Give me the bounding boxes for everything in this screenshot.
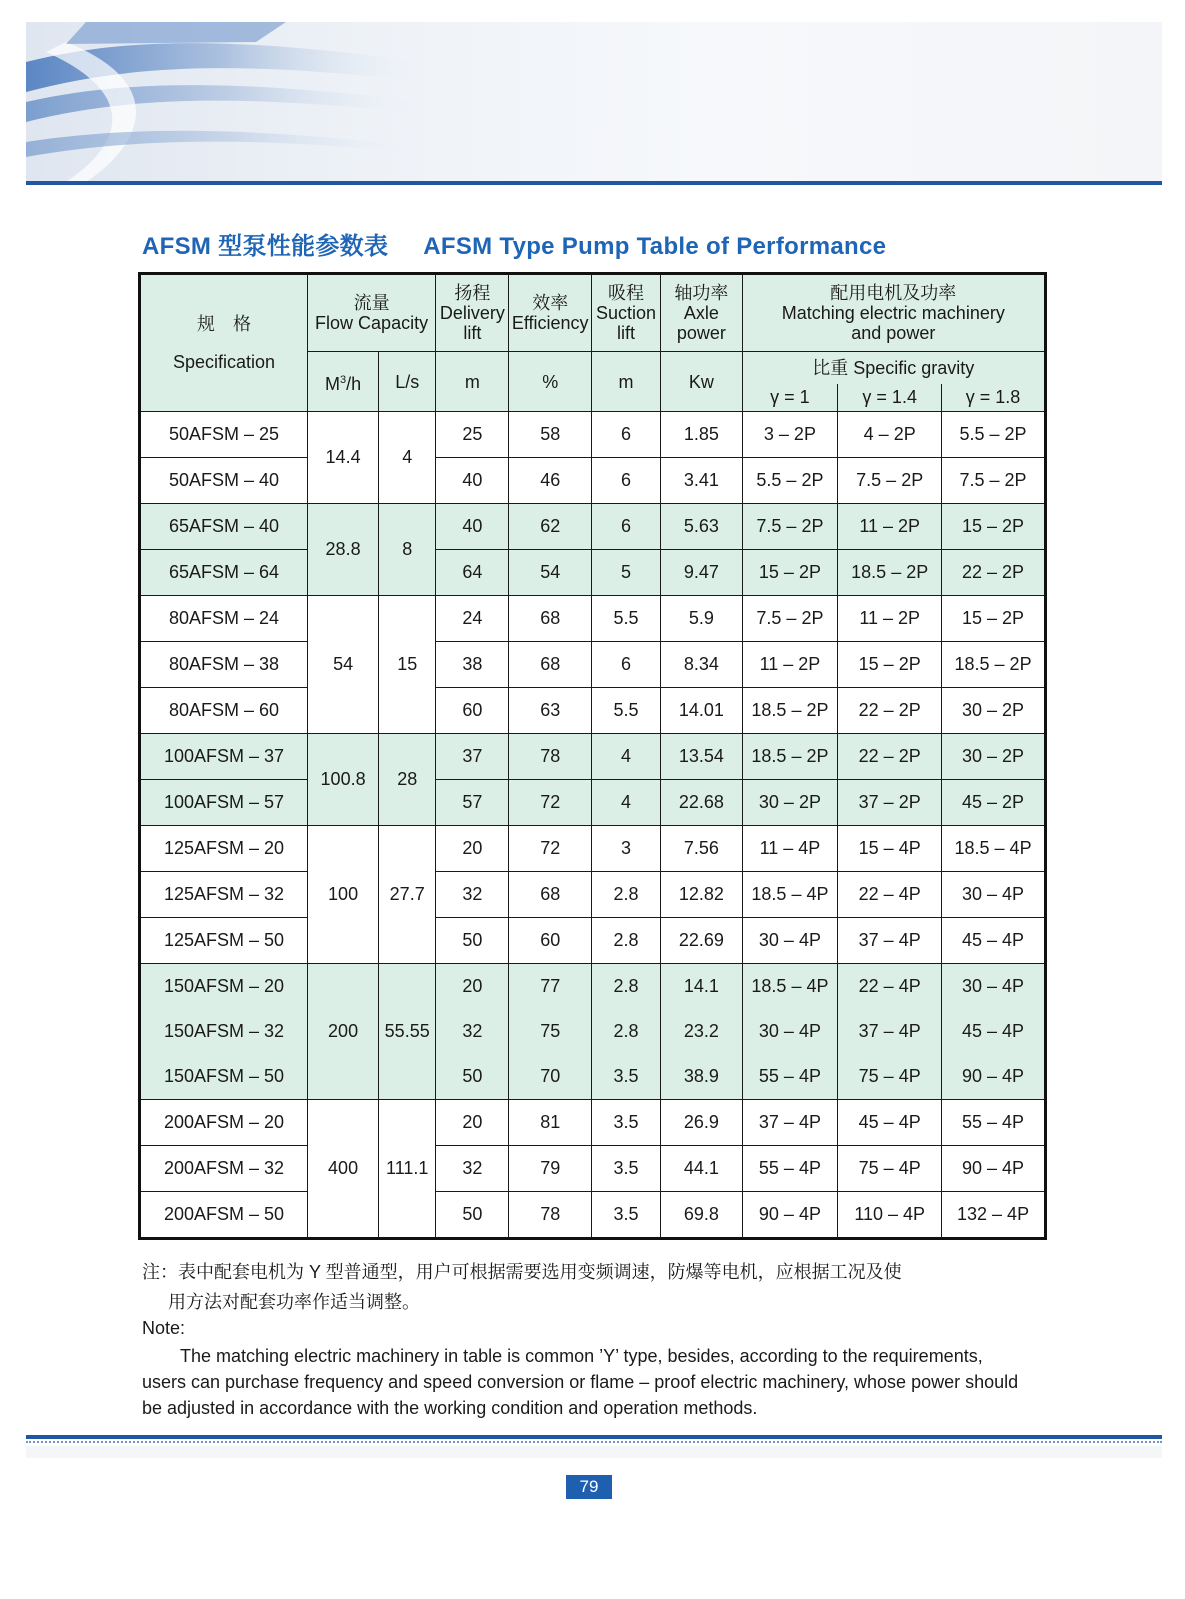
cell-axle: 8.34 — [661, 642, 742, 688]
cell-flow-ls: 55.55 — [379, 964, 436, 1100]
header-banner — [26, 22, 1162, 182]
cell-lift: 37 — [436, 734, 509, 780]
table-row — [140, 1054, 1046, 1100]
cell-gravity-1-4: 37 – 4P — [838, 1009, 942, 1054]
cell-axle: 7.56 — [661, 826, 742, 872]
header-suction-cn: 吸程 — [608, 283, 645, 303]
cell-axle: 12.82 — [661, 872, 742, 918]
cell-efficiency: 77 — [509, 964, 591, 1010]
cell-gravity-1: 30 – 4P — [742, 918, 838, 964]
table-body — [140, 412, 1046, 1239]
cell-spec: 100AFSM – 37 — [140, 734, 308, 780]
cell-efficiency: 68 — [509, 596, 591, 642]
cell-efficiency: 79 — [509, 1146, 591, 1192]
cell-gravity-1-4: 15 – 2P — [838, 642, 942, 688]
cell-gravity-1-4: 75 – 4P — [838, 1146, 942, 1192]
header-spec-en: Specification — [172, 352, 275, 372]
note-en-line2: users can purchase frequency and speed conversion or flame – proof electric machinery, whose power should — [142, 1372, 1019, 1392]
cell-suction: 2.8 — [591, 872, 660, 918]
page-title — [142, 226, 886, 261]
cell-gravity-1-4: 18.5 – 2P — [838, 550, 942, 596]
cell-spec: 50AFSM – 25 — [140, 412, 308, 458]
cell-efficiency: 60 — [509, 918, 591, 964]
header-specific-gravity: 比重 Specific gravity — [742, 352, 1045, 384]
cell-efficiency: 81 — [509, 1100, 591, 1146]
cell-gravity-1: 37 – 4P — [742, 1100, 838, 1146]
cell-flow-m3h: 100.8 — [307, 734, 378, 826]
cell-gravity-1: 18.5 – 2P — [742, 688, 838, 734]
cell-lift: 40 — [436, 458, 509, 504]
cell-gravity-1-8: 5.5 – 2P — [942, 412, 1046, 458]
cell-suction: 2.8 — [591, 1009, 660, 1054]
cell-lift: 50 — [436, 918, 509, 964]
cell-spec: 150AFSM – 20 — [140, 964, 308, 1010]
cell-flow-m3h: 54 — [307, 596, 378, 734]
header-spec-cn: 规 格 — [196, 314, 251, 334]
table-row — [140, 688, 1046, 734]
cell-lift: 60 — [436, 688, 509, 734]
cell-axle: 22.69 — [661, 918, 742, 964]
cell-efficiency: 72 — [509, 780, 591, 826]
header-axle-en2: power — [676, 323, 726, 343]
cell-gravity-1-4: 11 – 2P — [838, 504, 942, 550]
cell-gravity-1: 11 – 2P — [742, 642, 838, 688]
cell-efficiency: 78 — [509, 1192, 591, 1239]
header-lift-en2: lift — [463, 323, 482, 343]
cell-gravity-1-4: 15 – 4P — [838, 826, 942, 872]
header-flow-cn: 流量 — [353, 293, 390, 313]
cell-axle: 14.01 — [661, 688, 742, 734]
cell-axle: 9.47 — [661, 550, 742, 596]
cell-flow-ls: 27.7 — [379, 826, 436, 964]
cell-spec: 150AFSM – 50 — [140, 1054, 308, 1100]
cell-suction: 2.8 — [591, 918, 660, 964]
table-row — [140, 504, 1046, 550]
cell-gravity-1-8: 55 – 4P — [942, 1100, 1046, 1146]
cell-lift: 25 — [436, 412, 509, 458]
table-row — [140, 826, 1046, 872]
cell-lift: 38 — [436, 642, 509, 688]
cell-suction: 5 — [591, 550, 660, 596]
table-row — [140, 964, 1046, 1010]
header-motor-en1: Matching electric machinery — [781, 303, 1005, 323]
cell-spec: 125AFSM – 20 — [140, 826, 308, 872]
cell-axle: 38.9 — [661, 1054, 742, 1100]
cell-spec: 150AFSM – 32 — [140, 1009, 308, 1054]
cell-spec: 80AFSM – 60 — [140, 688, 308, 734]
cell-axle: 5.63 — [661, 504, 742, 550]
cell-lift: 20 — [436, 964, 509, 1010]
cell-lift: 20 — [436, 1100, 509, 1146]
cell-lift: 50 — [436, 1192, 509, 1239]
cell-axle: 26.9 — [661, 1100, 742, 1146]
note-cn-line1: 注：表中配套电机为 Y 型普通型，用户可根据需要选用变频调速，防爆等电机，应根据工况及使 — [142, 1262, 902, 1282]
cell-spec: 125AFSM – 32 — [140, 872, 308, 918]
unit-m3h-base: M — [325, 373, 340, 394]
cell-lift: 20 — [436, 826, 509, 872]
cell-efficiency: 78 — [509, 734, 591, 780]
cell-efficiency: 68 — [509, 872, 591, 918]
cell-flow-ls: 28 — [379, 734, 436, 826]
header-efficiency — [509, 274, 591, 352]
unit-m3h-sup: 3 — [340, 373, 347, 386]
cell-axle: 5.9 — [661, 596, 742, 642]
cell-axle: 3.41 — [661, 458, 742, 504]
cell-suction: 5.5 — [591, 596, 660, 642]
cell-suction: 6 — [591, 412, 660, 458]
table-row — [140, 458, 1046, 504]
cell-gravity-1-4: 45 – 4P — [838, 1100, 942, 1146]
cell-flow-ls: 8 — [379, 504, 436, 596]
banner-underline — [26, 181, 1162, 185]
cell-spec: 125AFSM – 50 — [140, 918, 308, 964]
cell-gravity-1: 30 – 2P — [742, 780, 838, 826]
cell-spec: 200AFSM – 50 — [140, 1192, 308, 1239]
cell-spec: 65AFSM – 64 — [140, 550, 308, 596]
gravity-1-8: γ = 1.8 — [942, 384, 1046, 412]
gravity-1: γ = 1 — [742, 384, 838, 412]
cell-lift: 32 — [436, 1009, 509, 1054]
cell-gravity-1-8: 7.5 – 2P — [942, 458, 1046, 504]
cell-flow-m3h: 28.8 — [307, 504, 378, 596]
cell-spec: 80AFSM – 24 — [140, 596, 308, 642]
header-axle-en1: Axle — [683, 303, 719, 323]
cell-flow-m3h: 14.4 — [307, 412, 378, 504]
cell-lift: 24 — [436, 596, 509, 642]
gravity-1-4: γ = 1.4 — [838, 384, 942, 412]
table-row — [140, 412, 1046, 458]
unit-percent: % — [509, 352, 591, 412]
table-row — [140, 780, 1046, 826]
cell-gravity-1: 30 – 4P — [742, 1009, 838, 1054]
cell-spec: 100AFSM – 57 — [140, 780, 308, 826]
header-axle — [661, 274, 742, 352]
cell-gravity-1-4: 110 – 4P — [838, 1192, 942, 1239]
cell-axle: 23.2 — [661, 1009, 742, 1054]
cell-suction: 6 — [591, 458, 660, 504]
header-motor-en2: and power — [851, 323, 936, 343]
footer-line — [26, 1435, 1162, 1439]
header-suction-en1: Suction — [596, 303, 657, 323]
cell-gravity-1: 3 – 2P — [742, 412, 838, 458]
title-en: AFSM Type Pump Table of Performance — [423, 233, 887, 260]
cell-flow-m3h: 100 — [307, 826, 378, 964]
cell-gravity-1-8: 45 – 4P — [942, 1009, 1046, 1054]
unit-ls: L/s — [379, 352, 436, 412]
cell-suction: 4 — [591, 780, 660, 826]
cell-gravity-1-4: 11 – 2P — [838, 596, 942, 642]
cell-gravity-1-8: 22 – 2P — [942, 550, 1046, 596]
header-lift-en1: Delivery — [439, 303, 505, 323]
header-axle-cn: 轴功率 — [674, 283, 729, 303]
cell-gravity-1-8: 45 – 2P — [942, 780, 1046, 826]
footer-band — [26, 1446, 1162, 1458]
cell-gravity-1-8: 15 – 2P — [942, 596, 1046, 642]
cell-gravity-1-4: 22 – 2P — [838, 688, 942, 734]
cell-gravity-1-8: 18.5 – 4P — [942, 826, 1046, 872]
cell-axle: 44.1 — [661, 1146, 742, 1192]
cell-flow-m3h: 400 — [307, 1100, 378, 1239]
unit-m3h — [307, 352, 378, 412]
cell-efficiency: 54 — [509, 550, 591, 596]
cell-gravity-1: 18.5 – 2P — [742, 734, 838, 780]
header-suction-en2: lift — [617, 323, 636, 343]
note-en-line1: The matching electric machinery in table is common ’Y’ type, besides, according to the requirements, — [180, 1346, 983, 1366]
note-en-line3: be adjusted in accordance with the working condition and operation methods. — [142, 1398, 758, 1418]
cell-flow-ls: 4 — [379, 412, 436, 504]
cell-spec: 200AFSM – 32 — [140, 1146, 308, 1192]
cell-gravity-1: 7.5 – 2P — [742, 504, 838, 550]
table-row — [140, 642, 1046, 688]
table-row — [140, 734, 1046, 780]
cell-flow-m3h: 200 — [307, 964, 378, 1100]
note-chinese — [142, 1257, 902, 1317]
cell-gravity-1: 90 – 4P — [742, 1192, 838, 1239]
cell-gravity-1-8: 90 – 4P — [942, 1146, 1046, 1192]
cell-gravity-1-4: 37 – 4P — [838, 918, 942, 964]
cell-spec: 80AFSM – 38 — [140, 642, 308, 688]
cell-lift: 57 — [436, 780, 509, 826]
cell-suction: 3.5 — [591, 1054, 660, 1100]
unit-m3h-tail: /h — [346, 373, 362, 394]
cell-gravity-1: 11 – 4P — [742, 826, 838, 872]
unit-lift-m: m — [436, 352, 509, 412]
header-specification — [140, 274, 308, 412]
cell-gravity-1-4: 22 – 4P — [838, 964, 942, 1010]
cell-suction: 5.5 — [591, 688, 660, 734]
cell-gravity-1: 55 – 4P — [742, 1146, 838, 1192]
table-row — [140, 872, 1046, 918]
cell-lift: 50 — [436, 1054, 509, 1100]
cell-lift: 32 — [436, 1146, 509, 1192]
header-flow — [307, 274, 435, 352]
cell-lift: 64 — [436, 550, 509, 596]
cell-gravity-1-4: 4 – 2P — [838, 412, 942, 458]
cell-spec: 50AFSM – 40 — [140, 458, 308, 504]
cell-gravity-1-4: 22 – 2P — [838, 734, 942, 780]
cell-gravity-1-8: 90 – 4P — [942, 1054, 1046, 1100]
header-eff-cn: 效率 — [532, 293, 569, 313]
cell-efficiency: 70 — [509, 1054, 591, 1100]
cell-axle: 22.68 — [661, 780, 742, 826]
cell-gravity-1-8: 30 – 4P — [942, 964, 1046, 1010]
title-cn: AFSM 型泵性能参数表 — [142, 233, 389, 260]
header-lift-cn: 扬程 — [454, 283, 491, 303]
cell-suction: 3.5 — [591, 1192, 660, 1239]
cell-gravity-1-4: 22 – 4P — [838, 872, 942, 918]
cell-suction: 3 — [591, 826, 660, 872]
note-english — [142, 1343, 1042, 1421]
cell-suction: 3.5 — [591, 1100, 660, 1146]
note-label: Note: — [142, 1318, 186, 1338]
cell-lift: 40 — [436, 504, 509, 550]
table-row — [140, 1146, 1046, 1192]
note-cn-line2: 用方法对配套功率作适当调整。 — [168, 1292, 420, 1312]
cell-efficiency: 63 — [509, 688, 591, 734]
cell-gravity-1-8: 30 – 4P — [942, 872, 1046, 918]
cell-gravity-1-4: 37 – 2P — [838, 780, 942, 826]
cell-gravity-1-8: 132 – 4P — [942, 1192, 1046, 1239]
header-lift — [436, 274, 509, 352]
cell-suction: 2.8 — [591, 964, 660, 1010]
cell-gravity-1: 55 – 4P — [742, 1054, 838, 1100]
header-eff-en: Efficiency — [511, 313, 589, 333]
cell-gravity-1-4: 7.5 – 2P — [838, 458, 942, 504]
cell-suction: 3.5 — [591, 1146, 660, 1192]
cell-gravity-1-4: 75 – 4P — [838, 1054, 942, 1100]
cell-gravity-1: 18.5 – 4P — [742, 872, 838, 918]
cell-spec: 200AFSM – 20 — [140, 1100, 308, 1146]
cell-gravity-1-8: 45 – 4P — [942, 918, 1046, 964]
cell-lift: 32 — [436, 872, 509, 918]
cell-gravity-1: 7.5 – 2P — [742, 596, 838, 642]
header-suction — [591, 274, 660, 352]
unit-kw: Kw — [661, 352, 742, 412]
table-row — [140, 1100, 1046, 1146]
cell-efficiency: 58 — [509, 412, 591, 458]
banner-graphic — [26, 22, 446, 182]
cell-suction: 6 — [591, 642, 660, 688]
header-motor — [742, 274, 1045, 352]
header-flow-en: Flow Capacity — [315, 313, 429, 333]
cell-axle: 14.1 — [661, 964, 742, 1010]
table-row — [140, 550, 1046, 596]
cell-gravity-1: 18.5 – 4P — [742, 964, 838, 1010]
cell-axle: 69.8 — [661, 1192, 742, 1239]
cell-suction: 6 — [591, 504, 660, 550]
page-number: 79 — [566, 1475, 612, 1499]
cell-gravity-1: 5.5 – 2P — [742, 458, 838, 504]
cell-gravity-1-8: 18.5 – 2P — [942, 642, 1046, 688]
cell-flow-ls: 15 — [379, 596, 436, 734]
cell-suction: 4 — [591, 734, 660, 780]
cell-efficiency: 62 — [509, 504, 591, 550]
cell-efficiency: 75 — [509, 1009, 591, 1054]
cell-gravity-1-8: 30 – 2P — [942, 688, 1046, 734]
cell-axle: 1.85 — [661, 412, 742, 458]
cell-gravity-1: 15 – 2P — [742, 550, 838, 596]
table-row — [140, 596, 1046, 642]
cell-flow-ls: 111.1 — [379, 1100, 436, 1239]
cell-spec: 65AFSM – 40 — [140, 504, 308, 550]
cell-gravity-1-8: 15 – 2P — [942, 504, 1046, 550]
footer-dotted-line — [26, 1441, 1162, 1443]
cell-efficiency: 72 — [509, 826, 591, 872]
performance-table — [138, 272, 1047, 1240]
table-row — [140, 1192, 1046, 1239]
cell-axle: 13.54 — [661, 734, 742, 780]
header-motor-cn: 配用电机及功率 — [830, 283, 957, 303]
table-row — [140, 918, 1046, 964]
cell-efficiency: 68 — [509, 642, 591, 688]
cell-gravity-1-8: 30 – 2P — [942, 734, 1046, 780]
cell-efficiency: 46 — [509, 458, 591, 504]
table-row — [140, 1009, 1046, 1054]
unit-suction-m: m — [591, 352, 660, 412]
